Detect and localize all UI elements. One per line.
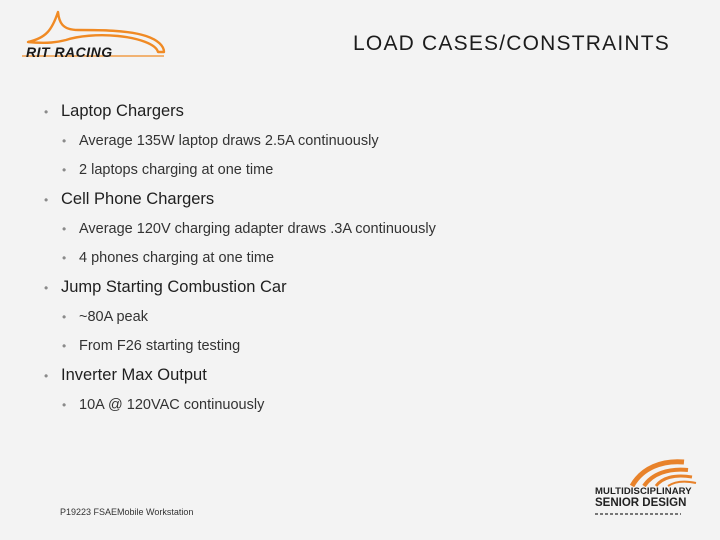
sub-bullet-text: Average 120V charging adapter draws .3A continuously [79, 221, 436, 237]
logo-text: RIT RACING [26, 44, 113, 60]
bullet-text: Cell Phone Chargers [61, 190, 215, 208]
sub-bullet-text: Average 135W laptop draws 2.5A continuously [79, 133, 379, 149]
bullet-item [44, 276, 684, 306]
bullet-text: Jump Starting Combustion Car [61, 278, 287, 296]
sub-bullet-item [44, 247, 684, 276]
bullet-list [44, 100, 684, 423]
bullet-dot-icon: • [62, 251, 67, 265]
bullet-text: Laptop Chargers [61, 102, 184, 120]
bullet-dot-icon: • [44, 369, 49, 383]
bullet-dot-icon: • [62, 339, 67, 353]
msd-tagline-decoration [595, 513, 681, 515]
slide-title: LOAD CASES/CONSTRAINTS [353, 32, 670, 55]
bullet-dot-icon: • [44, 281, 49, 295]
bullet-dot-icon: • [44, 193, 49, 207]
sub-bullet-item [44, 159, 684, 188]
bullet-dot-icon: • [62, 222, 67, 236]
sub-bullet-text: ~80A peak [79, 309, 148, 325]
bullet-item [44, 188, 684, 218]
sub-bullet-text: 10A @ 120VAC continuously [79, 397, 265, 413]
sub-bullet-item [44, 306, 684, 335]
msd-logo [592, 456, 710, 526]
sub-bullet-text: From F26 starting testing [79, 338, 241, 354]
bullet-dot-icon: • [62, 134, 67, 148]
bullet-dot-icon: • [62, 310, 67, 324]
msd-line1: MULTIDISCIPLINARY [595, 486, 692, 497]
sub-bullet-item [44, 130, 684, 159]
msd-line2: SENIOR DESIGN [595, 497, 687, 509]
rit-racing-logo [18, 8, 168, 64]
sub-bullet-item [44, 394, 684, 423]
bullet-item [44, 364, 684, 394]
footer-project-label: P19223 FSAEMobile Workstation [60, 507, 194, 517]
bullet-dot-icon: • [44, 105, 49, 119]
bullet-text: Inverter Max Output [61, 366, 207, 384]
bullet-dot-icon: • [62, 163, 67, 177]
sub-bullet-item [44, 218, 684, 247]
bullet-dot-icon: • [62, 398, 67, 412]
bullet-item [44, 100, 684, 130]
msd-arcs-icon [592, 456, 710, 488]
sub-bullet-text: 4 phones charging at one time [79, 250, 275, 266]
sub-bullet-text: 2 laptops charging at one time [79, 162, 274, 178]
sub-bullet-item [44, 335, 684, 364]
